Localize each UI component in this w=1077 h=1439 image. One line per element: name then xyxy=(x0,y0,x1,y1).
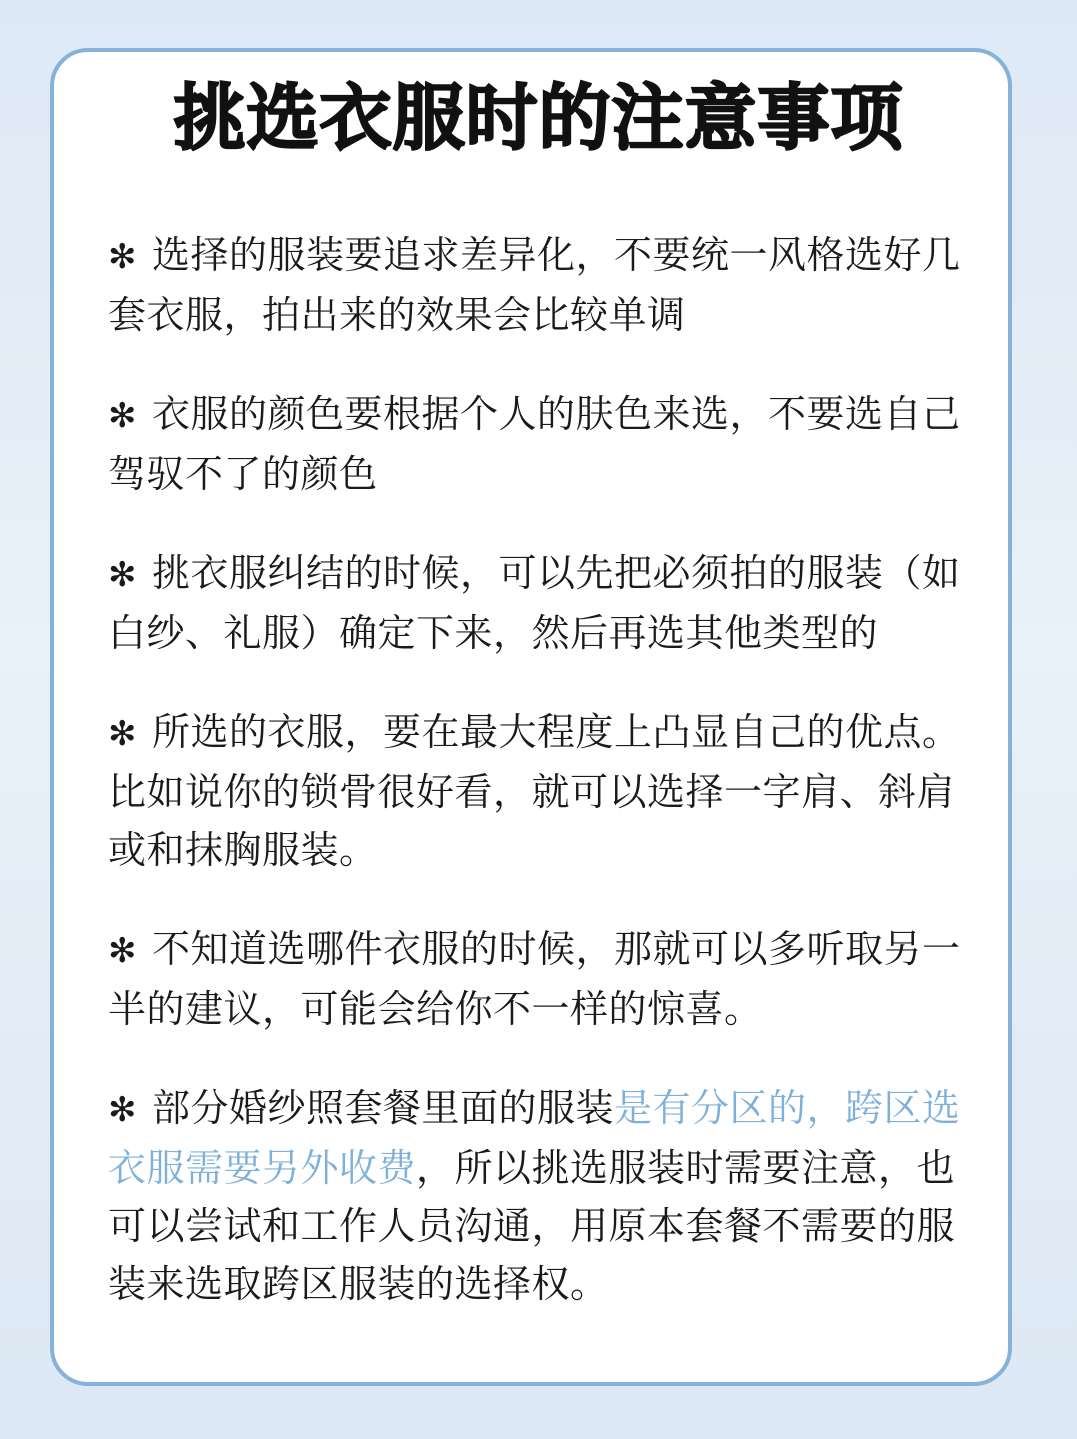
tip-highlight-text: 是有分区的，跨区选衣服需要另外收费 xyxy=(108,1086,961,1190)
tip-item xyxy=(108,226,968,344)
asterisk-bullet-icon: ✻ xyxy=(108,555,137,595)
asterisk-bullet-icon: ✻ xyxy=(108,931,137,971)
tip-text: 部分婚纱照套餐里面的服装 xyxy=(152,1086,615,1130)
tip-item xyxy=(108,1079,968,1313)
tip-item xyxy=(108,920,968,1038)
tip-item xyxy=(108,703,968,879)
tip-item xyxy=(108,544,968,662)
tip-text: 不知道选哪件衣服的时候，那就可以多听取另一半的建议，可能会给你不一样的惊喜。 xyxy=(108,927,961,1031)
tip-text: 挑衣服纠结的时候，可以先把必须拍的服装（如白纱、礼服）确定下来，然后再选其他类型的 xyxy=(108,551,961,655)
tip-item xyxy=(108,385,968,503)
asterisk-bullet-icon: ✻ xyxy=(108,396,137,436)
tip-text: 选择的服装要追求差异化，不要统一风格选好几套衣服，拍出来的效果会比较单调 xyxy=(108,233,961,337)
asterisk-bullet-icon: ✻ xyxy=(108,237,137,277)
page-title: 挑选衣服时的注意事项 xyxy=(173,76,904,160)
tip-text: ，所以挑选服装时需要注意，也可以尝试和工作人员沟通，用原本套餐不需要的服装来选取跨区服装的选择权。 xyxy=(108,1146,956,1306)
tip-text: 衣服的颜色要根据个人的肤色来选，不要选自己驾驭不了的颜色 xyxy=(108,392,961,496)
asterisk-bullet-icon: ✻ xyxy=(108,714,137,754)
tips-list xyxy=(108,226,968,1354)
asterisk-bullet-icon: ✻ xyxy=(108,1090,137,1130)
tip-text: 所选的衣服，要在最大程度上凸显自己的优点。比如说你的锁骨很好看，就可以选择一字肩、斜肩或和抹胸服装。 xyxy=(108,710,961,872)
